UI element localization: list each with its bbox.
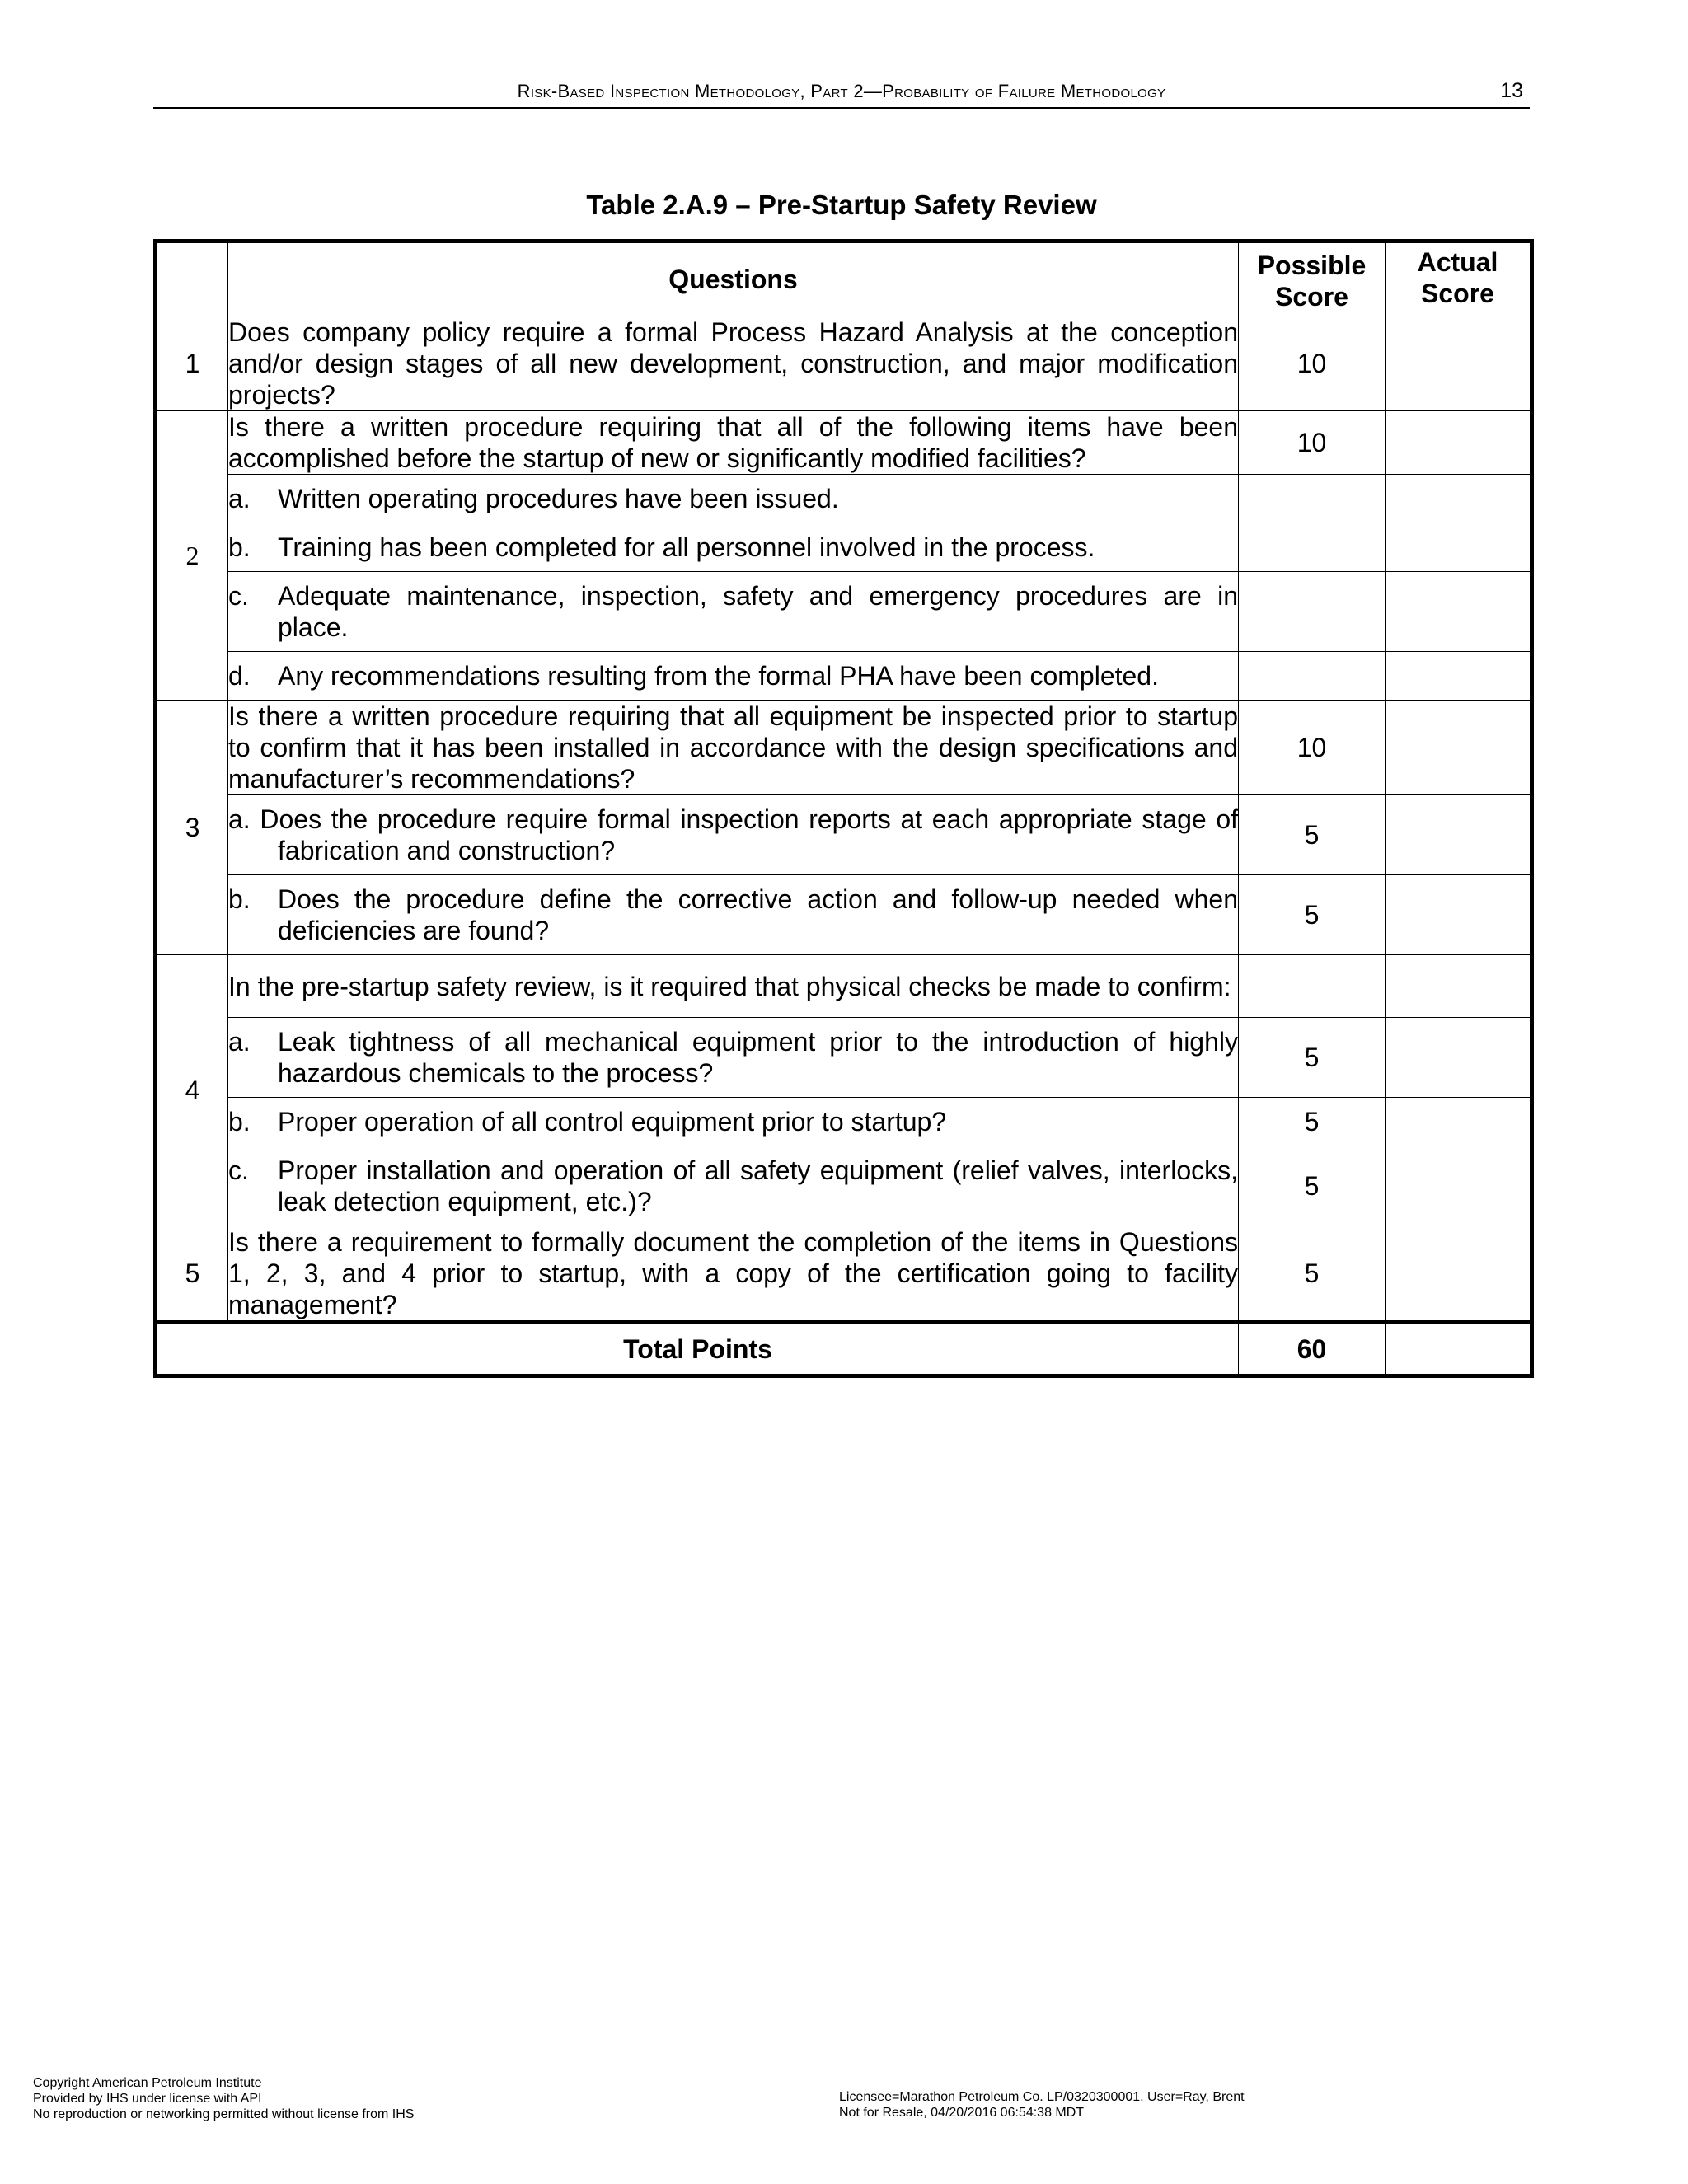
sub-question [228, 795, 1239, 875]
sub-question-text: Training has been completed for all personnel involved in the process. [278, 532, 1095, 562]
total-possible-score: 60 [1239, 1323, 1386, 1376]
sub-question-label: b. [228, 1107, 251, 1137]
possible-score [1239, 955, 1386, 1018]
sub-question [228, 475, 1239, 523]
footer-copyright [33, 2075, 414, 2122]
table-row [156, 1098, 1532, 1146]
table-row [156, 1018, 1532, 1098]
sub-question-label: a. [228, 484, 251, 513]
table-row [156, 523, 1532, 572]
possible-score: 5 [1239, 1098, 1386, 1146]
sub-question [228, 652, 1239, 701]
sub-question-text: Adequate maintenance, inspection, safety and emergency procedures are in place. [278, 581, 1238, 642]
sub-question-text: Leak tightness of all mechanical equipment prior to the introduction of highly hazardous chemicals to the process? [278, 1027, 1238, 1088]
header-number-cell [156, 241, 228, 316]
possible-score: 5 [1239, 1018, 1386, 1098]
table-row [156, 1146, 1532, 1226]
question-number: 1 [156, 316, 228, 411]
possible-score [1239, 523, 1386, 572]
footer-line: Not for Resale, 04/20/2016 06:54:38 MDT [839, 2106, 1085, 2120]
footer-line: Provided by IHS under license with API [33, 2092, 262, 2106]
actual-score-cell[interactable] [1386, 701, 1532, 795]
pre-startup-safety-review-table [153, 239, 1534, 1378]
total-actual-score-cell[interactable] [1386, 1323, 1532, 1376]
sub-question [228, 1098, 1239, 1146]
sub-question-label: c. [228, 581, 249, 611]
possible-score [1239, 652, 1386, 701]
sub-question-text: Proper installation and operation of all safety equipment (relief valves, interlocks, leak detection equipment, etc.)? [278, 1155, 1238, 1216]
footer-line: Copyright American Petroleum Institute [33, 2076, 262, 2090]
sub-question-label: a. [228, 804, 251, 834]
header-possible-score: Possible Score [1239, 241, 1386, 316]
actual-score-cell[interactable] [1386, 316, 1532, 411]
actual-score-cell[interactable] [1386, 652, 1532, 701]
sub-question [228, 572, 1239, 652]
possible-score: 5 [1239, 795, 1386, 875]
possible-score [1239, 475, 1386, 523]
actual-score-cell[interactable] [1386, 523, 1532, 572]
question-text: Is there a requirement to formally document the completion of the items in Questions 1, 2, 3, and 4 prior to startup, with a copy of the certification going to facility management? [228, 1226, 1239, 1323]
table-row [156, 316, 1532, 411]
possible-score: 5 [1239, 1146, 1386, 1226]
actual-score-cell[interactable] [1386, 955, 1532, 1018]
table-row [156, 475, 1532, 523]
sub-question-label: b. [228, 532, 251, 562]
sub-question-text: Proper operation of all control equipment prior to startup? [278, 1107, 947, 1137]
actual-score-cell[interactable] [1386, 1098, 1532, 1146]
actual-score-cell[interactable] [1386, 411, 1532, 475]
page-number: 13 [1500, 79, 1523, 102]
total-points-label: Total Points [156, 1323, 1239, 1376]
table-row [156, 875, 1532, 955]
actual-score-cell[interactable] [1386, 1226, 1532, 1323]
question-number: 5 [156, 1226, 228, 1323]
footer-line: No reproduction or networking permitted without license from IHS [33, 2107, 415, 2121]
running-header [153, 79, 1530, 109]
sub-question-label: a. [228, 1027, 251, 1057]
table-row [156, 701, 1532, 795]
possible-score: 10 [1239, 411, 1386, 475]
running-title: Risk-Based Inspection Methodology, Part 2—Probability of Failure Methodology [517, 81, 1166, 101]
sub-question [228, 523, 1239, 572]
table-row [156, 955, 1532, 1018]
possible-score [1239, 572, 1386, 652]
sub-question-label: d. [228, 661, 251, 691]
sub-question [228, 1146, 1239, 1226]
possible-score: 10 [1239, 701, 1386, 795]
question-text: Is there a written procedure requiring that all equipment be inspected prior to startup to confirm that it has been installed in accordance with the design specifications and manufacturer’s recommendations? [228, 701, 1238, 794]
sub-question-label: b. [228, 884, 251, 914]
header-actual-score: Actual Score [1386, 241, 1532, 316]
table-row [156, 572, 1532, 652]
possible-score: 10 [1239, 316, 1386, 411]
table-header-row [156, 241, 1532, 316]
actual-score-cell[interactable] [1386, 1018, 1532, 1098]
actual-score-cell[interactable] [1386, 1146, 1532, 1226]
question-text: In the pre-startup safety review, is it required that physical checks be made to confirm: [228, 955, 1239, 1018]
actual-score-cell[interactable] [1386, 475, 1532, 523]
actual-score-cell[interactable] [1386, 795, 1532, 875]
footer-line: Licensee=Marathon Petroleum Co. LP/0320300001, User=Ray, Brent [839, 2090, 1245, 2104]
sub-question [228, 1018, 1239, 1098]
sub-question-label: c. [228, 1155, 249, 1185]
footer-license [839, 2089, 1245, 2121]
sub-question [228, 875, 1239, 955]
table-row [156, 1226, 1532, 1323]
possible-score: 5 [1239, 1226, 1386, 1323]
sub-question-text: Written operating procedures have been issued. [278, 484, 839, 513]
question-text: Does company policy require a formal Process Hazard Analysis at the conception and/or design stages of all new development, construction, and major modification projects? [228, 317, 1238, 410]
sub-question-text: Does the procedure require formal inspection reports at each appropriate stage of fabrication and construction? [260, 804, 1239, 865]
question-number: 3 [156, 701, 228, 955]
question-number: 4 [156, 955, 228, 1226]
sub-question-text: Any recommendations resulting from the formal PHA have been completed. [278, 661, 1159, 691]
table-row [156, 652, 1532, 701]
actual-score-cell[interactable] [1386, 875, 1532, 955]
header-questions: Questions [228, 241, 1239, 316]
table-row [156, 411, 1532, 475]
sub-question-text: Does the procedure define the corrective action and follow-up needed when deficiencies are found? [278, 884, 1238, 945]
table-row [156, 795, 1532, 875]
question-number: 2 [156, 411, 228, 701]
possible-score: 5 [1239, 875, 1386, 955]
table-caption: Table 2.A.9 – Pre-Startup Safety Review [586, 190, 1097, 220]
question-text: Is there a written procedure requiring that all of the following items have been accomplished before the startup of new or significantly modified facilities? [228, 412, 1238, 473]
actual-score-cell[interactable] [1386, 572, 1532, 652]
total-row [156, 1323, 1532, 1376]
